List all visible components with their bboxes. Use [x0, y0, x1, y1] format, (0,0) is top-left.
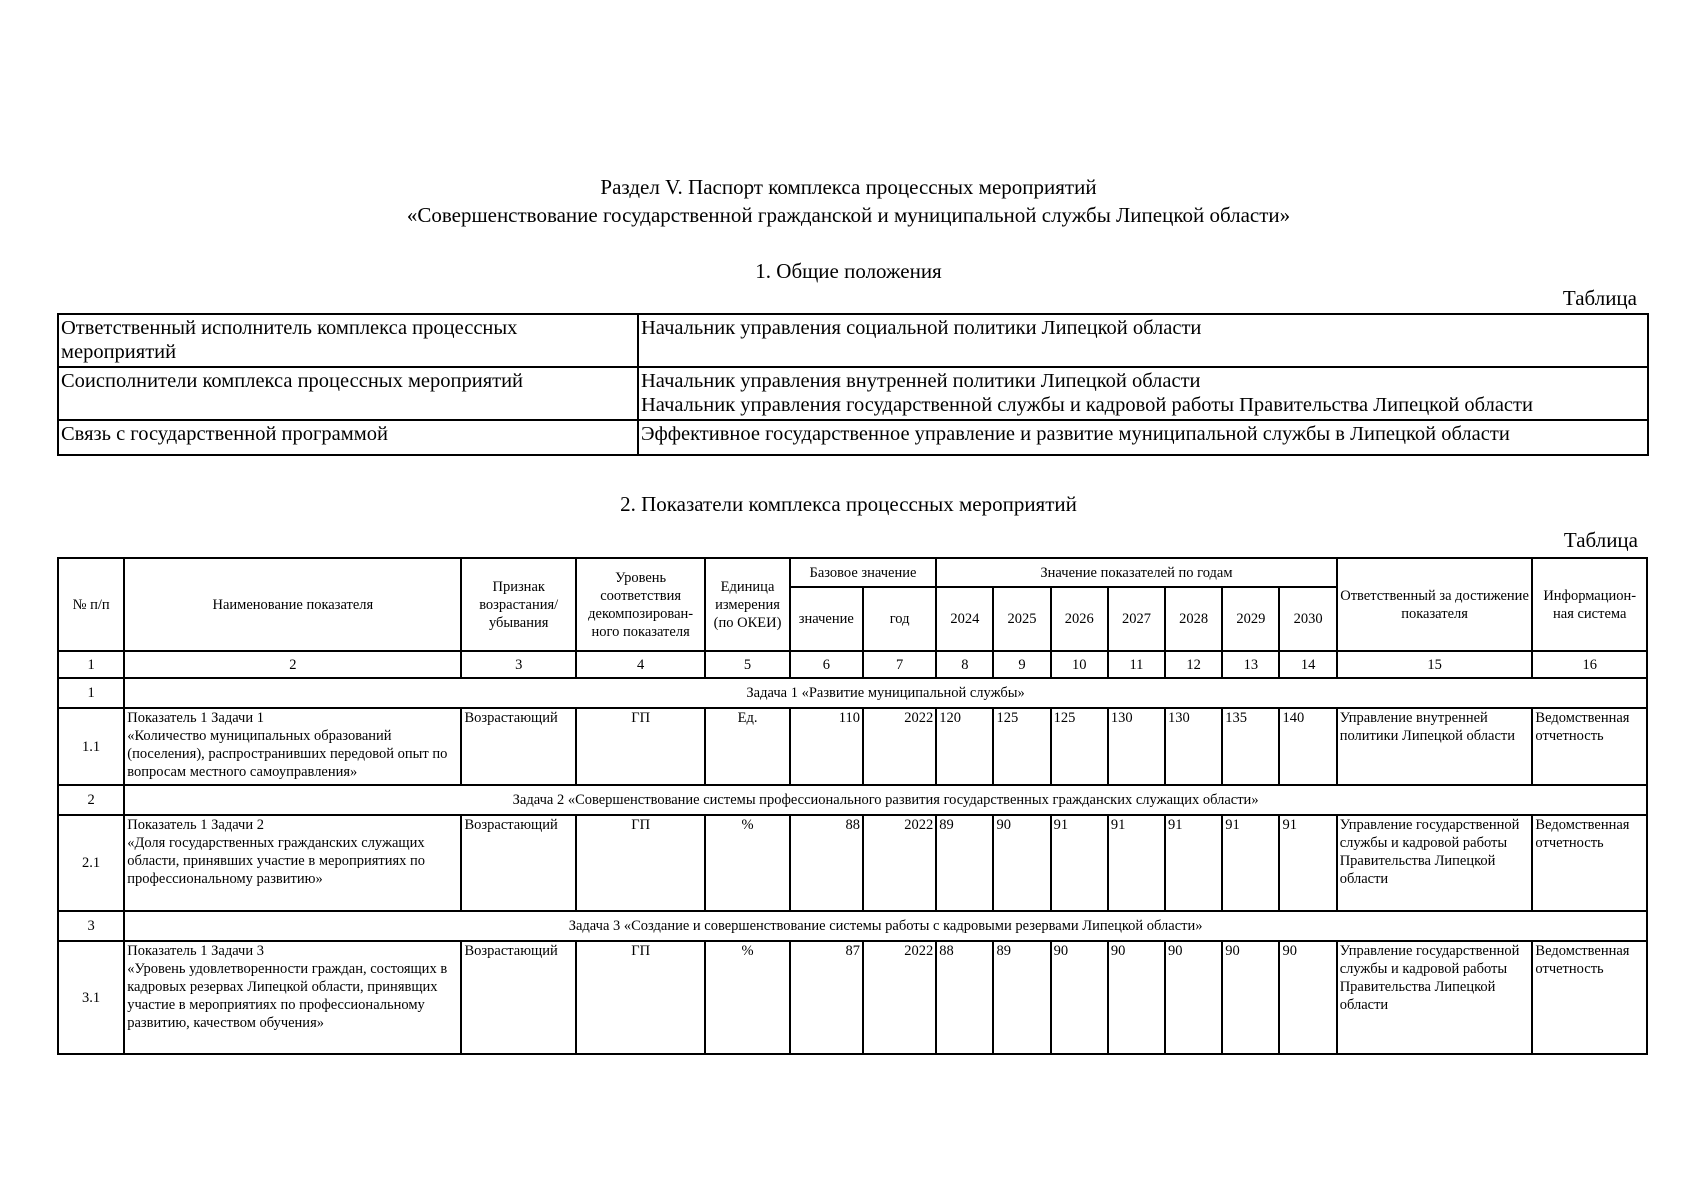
indicator-year-value: 91: [1279, 815, 1336, 911]
row-value: Начальник управления социальной политики Липецкой области: [638, 314, 1648, 367]
column-number: 14: [1279, 651, 1336, 678]
part2-title: 2. Показатели комплекса процессных мероприятий: [620, 492, 1077, 516]
task-num: 2: [58, 785, 124, 815]
indicator-year-value: 91: [1051, 815, 1108, 911]
indicator-base-year: 2022: [863, 708, 936, 785]
table-row: [58, 314, 1648, 367]
indicator-row: [58, 708, 1647, 785]
indicator-name: Показатель 1 Задачи 2 «Доля государственных гражданских служащих области, принявших участие в мероприятиях по профессиональному развитию»: [124, 815, 461, 911]
header-year: 2028: [1165, 587, 1222, 651]
indicator-base-year: 2022: [863, 815, 936, 911]
column-number: 12: [1165, 651, 1222, 678]
indicator-unit: Ед.: [705, 708, 789, 785]
header-base-value: значение: [790, 587, 863, 651]
column-number: 13: [1222, 651, 1279, 678]
indicator-level: ГП: [576, 708, 705, 785]
header-year: 2029: [1222, 587, 1279, 651]
indicator-year-value: 130: [1108, 708, 1165, 785]
header-row: [58, 558, 1647, 587]
header-info: Информацион-ная система: [1532, 558, 1647, 651]
indicator-responsible: Управление государственной службы и кадровой работы Правительства Липецкой области: [1337, 815, 1533, 911]
indicator-year-value: 125: [1051, 708, 1108, 785]
indicator-year-value: 130: [1165, 708, 1222, 785]
table-row: [58, 367, 1648, 420]
indicator-year-value: 89: [993, 941, 1050, 1054]
indicator-base-value: 87: [790, 941, 863, 1054]
header-level: Уровень соответствия декомпозирован-ного показателя: [576, 558, 705, 651]
header-years-group: Значение показателей по годам: [936, 558, 1336, 587]
indicator-info: Ведомственная отчетность: [1532, 941, 1647, 1054]
indicator-sign: Возрастающий: [461, 941, 575, 1054]
indicator-year-value: 90: [1051, 941, 1108, 1054]
indicator-year-value: 90: [1165, 941, 1222, 1054]
column-number: 10: [1051, 651, 1108, 678]
header-sign: Признак возрастания/ убывания: [461, 558, 575, 651]
row-value: Начальник управления внутренней политики Липецкой области Начальник управления государственной службы и кадровой работы Правительства Липецкой области: [638, 367, 1648, 420]
indicator-responsible: Управление государственной службы и кадровой работы Правительства Липецкой области: [1337, 941, 1533, 1054]
indicator-num: 3.1: [58, 941, 124, 1054]
column-number: 6: [790, 651, 863, 678]
indicator-level: ГП: [576, 815, 705, 911]
column-number: 11: [1108, 651, 1165, 678]
column-number: 4: [576, 651, 705, 678]
indicator-num: 2.1: [58, 815, 124, 911]
column-number: 1: [58, 651, 124, 678]
header-base-group: Базовое значение: [790, 558, 937, 587]
row-label: Связь с государственной программой: [58, 420, 638, 455]
section-title: Раздел V. Паспорт комплекса процессных мероприятий: [600, 175, 1097, 199]
indicator-year-value: 140: [1279, 708, 1336, 785]
task-row: [58, 785, 1647, 815]
header-year: 2030: [1279, 587, 1336, 651]
column-number: 9: [993, 651, 1050, 678]
indicator-info: Ведомственная отчетность: [1532, 815, 1647, 911]
header-year: 2024: [936, 587, 993, 651]
column-number-row: [58, 651, 1647, 678]
indicator-year-value: 91: [1222, 815, 1279, 911]
indicator-year-value: 90: [1108, 941, 1165, 1054]
task-row: [58, 678, 1647, 708]
indicator-base-value: 110: [790, 708, 863, 785]
task-row: [58, 911, 1647, 941]
indicator-year-value: 120: [936, 708, 993, 785]
column-number: 5: [705, 651, 789, 678]
indicator-year-value: 90: [1222, 941, 1279, 1054]
indicator-sign: Возрастающий: [461, 815, 575, 911]
header-unit: Единица измерения (по ОКЕИ): [705, 558, 789, 651]
row-value: Эффективное государственное управление и развитие муниципальной службы в Липецкой области: [638, 420, 1648, 455]
indicator-year-value: 88: [936, 941, 993, 1054]
indicator-sign: Возрастающий: [461, 708, 575, 785]
column-number: 16: [1532, 651, 1647, 678]
part1-title: 1. Общие положения: [755, 259, 942, 283]
indicator-year-value: 91: [1108, 815, 1165, 911]
task-num: 3: [58, 911, 124, 941]
indicator-year-value: 90: [993, 815, 1050, 911]
row-label: Соисполнители комплекса процессных мероприятий: [58, 367, 638, 420]
row-label: Ответственный исполнитель комплекса процессных мероприятий: [58, 314, 638, 367]
indicator-name: Показатель 1 Задачи 3 «Уровень удовлетворенности граждан, состоящих в кадровых резервах Липецкой области, принявщих участие в мероприятиях по профессиональному развитию, качеством обучения»: [124, 941, 461, 1054]
header-base-year: год: [863, 587, 936, 651]
task-title: Задача 2 «Совершенствование системы профессионального развития государственных гражданских служащих области»: [124, 785, 1647, 815]
indicator-unit: %: [705, 941, 789, 1054]
indicator-name: Показатель 1 Задачи 1 «Количество муниципальных образований (поселения), распространивших передовой опыт по вопросам местного самоуправления»: [124, 708, 461, 785]
indicator-row: [58, 941, 1647, 1054]
indicator-responsible: Управление внутренней политики Липецкой области: [1337, 708, 1533, 785]
header-num: № п/п: [58, 558, 124, 651]
general-provisions-table: [57, 313, 1649, 456]
indicator-year-value: 89: [936, 815, 993, 911]
header-year: 2025: [993, 587, 1050, 651]
indicator-level: ГП: [576, 941, 705, 1054]
indicator-row: [58, 815, 1647, 911]
header-year: 2026: [1051, 587, 1108, 651]
column-number: 3: [461, 651, 575, 678]
indicator-year-value: 125: [993, 708, 1050, 785]
section-subtitle: «Совершенствование государственной гражданской и муниципальной службы Липецкой области»: [406, 203, 1291, 227]
indicators-table: [57, 557, 1648, 1055]
indicator-info: Ведомственная отчетность: [1532, 708, 1647, 785]
header-year: 2027: [1108, 587, 1165, 651]
column-number: 8: [936, 651, 993, 678]
column-number: 15: [1337, 651, 1533, 678]
task-title: Задача 1 «Развитие муниципальной службы»: [124, 678, 1647, 708]
column-number: 2: [124, 651, 461, 678]
task-num: 1: [58, 678, 124, 708]
part1-table-label: Таблица: [1562, 286, 1637, 310]
indicator-base-value: 88: [790, 815, 863, 911]
indicator-base-year: 2022: [863, 941, 936, 1054]
indicator-unit: %: [705, 815, 789, 911]
indicator-year-value: 90: [1279, 941, 1336, 1054]
task-title: Задача 3 «Создание и совершенствование системы работы с кадровыми резервами Липецкой области»: [124, 911, 1647, 941]
indicator-year-value: 135: [1222, 708, 1279, 785]
column-number: 7: [863, 651, 936, 678]
indicator-num: 1.1: [58, 708, 124, 785]
header-responsible: Ответственный за достижение показателя: [1337, 558, 1533, 651]
table-row: [58, 420, 1648, 455]
part2-table-label: Таблица: [1563, 528, 1638, 552]
indicator-year-value: 91: [1165, 815, 1222, 911]
header-name: Наименование показателя: [124, 558, 461, 651]
